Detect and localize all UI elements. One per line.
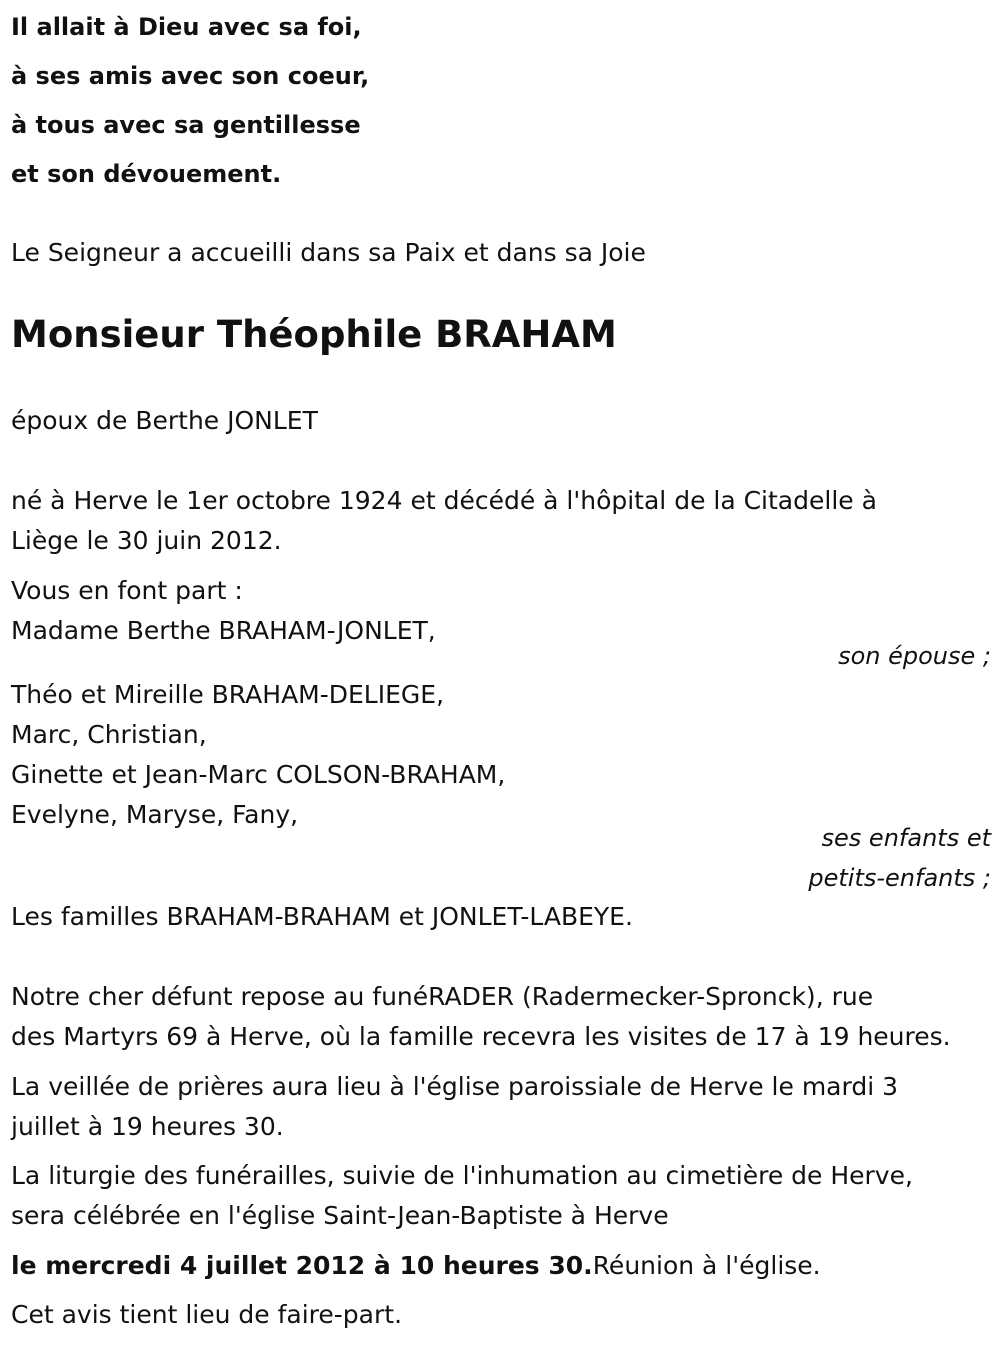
meeting-note: Réunion à l'église.: [592, 1251, 821, 1280]
repose-line-1: Notre cher défunt repose au funéRADER (Radermecker-Spronck), rue: [11, 982, 874, 1011]
poem-line-2: à ses amis avec son coeur,: [11, 62, 370, 90]
child-line-4: Evelyne, Maryse, Fany,: [11, 800, 299, 829]
birth-death-line-2: Liège le 30 juin 2012.: [11, 526, 282, 555]
funeral-line-1: La liturgie des funérailles, suivie de l'inhumation au cimetière de Herve,: [11, 1161, 913, 1190]
funeral-line-2: sera célébrée en l'église Saint-Jean-Baptiste à Herve: [11, 1201, 669, 1230]
closing-line: Cet avis tient lieu de faire-part.: [11, 1300, 403, 1329]
spouse-name: Madame Berthe BRAHAM-JONLET,: [11, 616, 436, 645]
child-line-3: Ginette et Jean-Marc COLSON-BRAHAM,: [11, 760, 506, 789]
funeral-date: le mercredi 4 juillet 2012 à 10 heures 30.: [11, 1251, 593, 1280]
deceased-name: Monsieur Théophile BRAHAM: [11, 313, 617, 356]
poem-line-4: et son dévouement.: [11, 160, 282, 188]
announce-intro: Vous en font part :: [11, 576, 243, 605]
birth-death-line-1: né à Herve le 1er octobre 1924 et décédé à l'hôpital de la Citadelle à: [11, 486, 877, 515]
funeral-date-line: [11, 1251, 821, 1281]
poem-line-3: à tous avec sa gentillesse: [11, 111, 361, 139]
children-relation-2: petits-enfants ;: [808, 864, 991, 892]
poem-line-1: Il allait à Dieu avec sa foi,: [11, 13, 362, 41]
spouse-line: époux de Berthe JONLET: [11, 406, 318, 435]
spouse-relation: son épouse ;: [838, 642, 991, 670]
intro-text: Le Seigneur a accueilli dans sa Paix et dans sa Joie: [11, 238, 646, 267]
child-line-2: Marc, Christian,: [11, 720, 207, 749]
families-line: Les familles BRAHAM-BRAHAM et JONLET-LABEYE.: [11, 902, 633, 931]
vigil-line-2: juillet à 19 heures 30.: [11, 1112, 284, 1141]
children-relation-1: ses enfants et: [821, 824, 991, 852]
repose-line-2: des Martyrs 69 à Herve, où la famille recevra les visites de 17 à 19 heures.: [11, 1022, 951, 1051]
vigil-line-1: La veillée de prières aura lieu à l'église paroissiale de Herve le mardi 3: [11, 1072, 898, 1101]
child-line-1: Théo et Mireille BRAHAM-DELIEGE,: [11, 680, 445, 709]
